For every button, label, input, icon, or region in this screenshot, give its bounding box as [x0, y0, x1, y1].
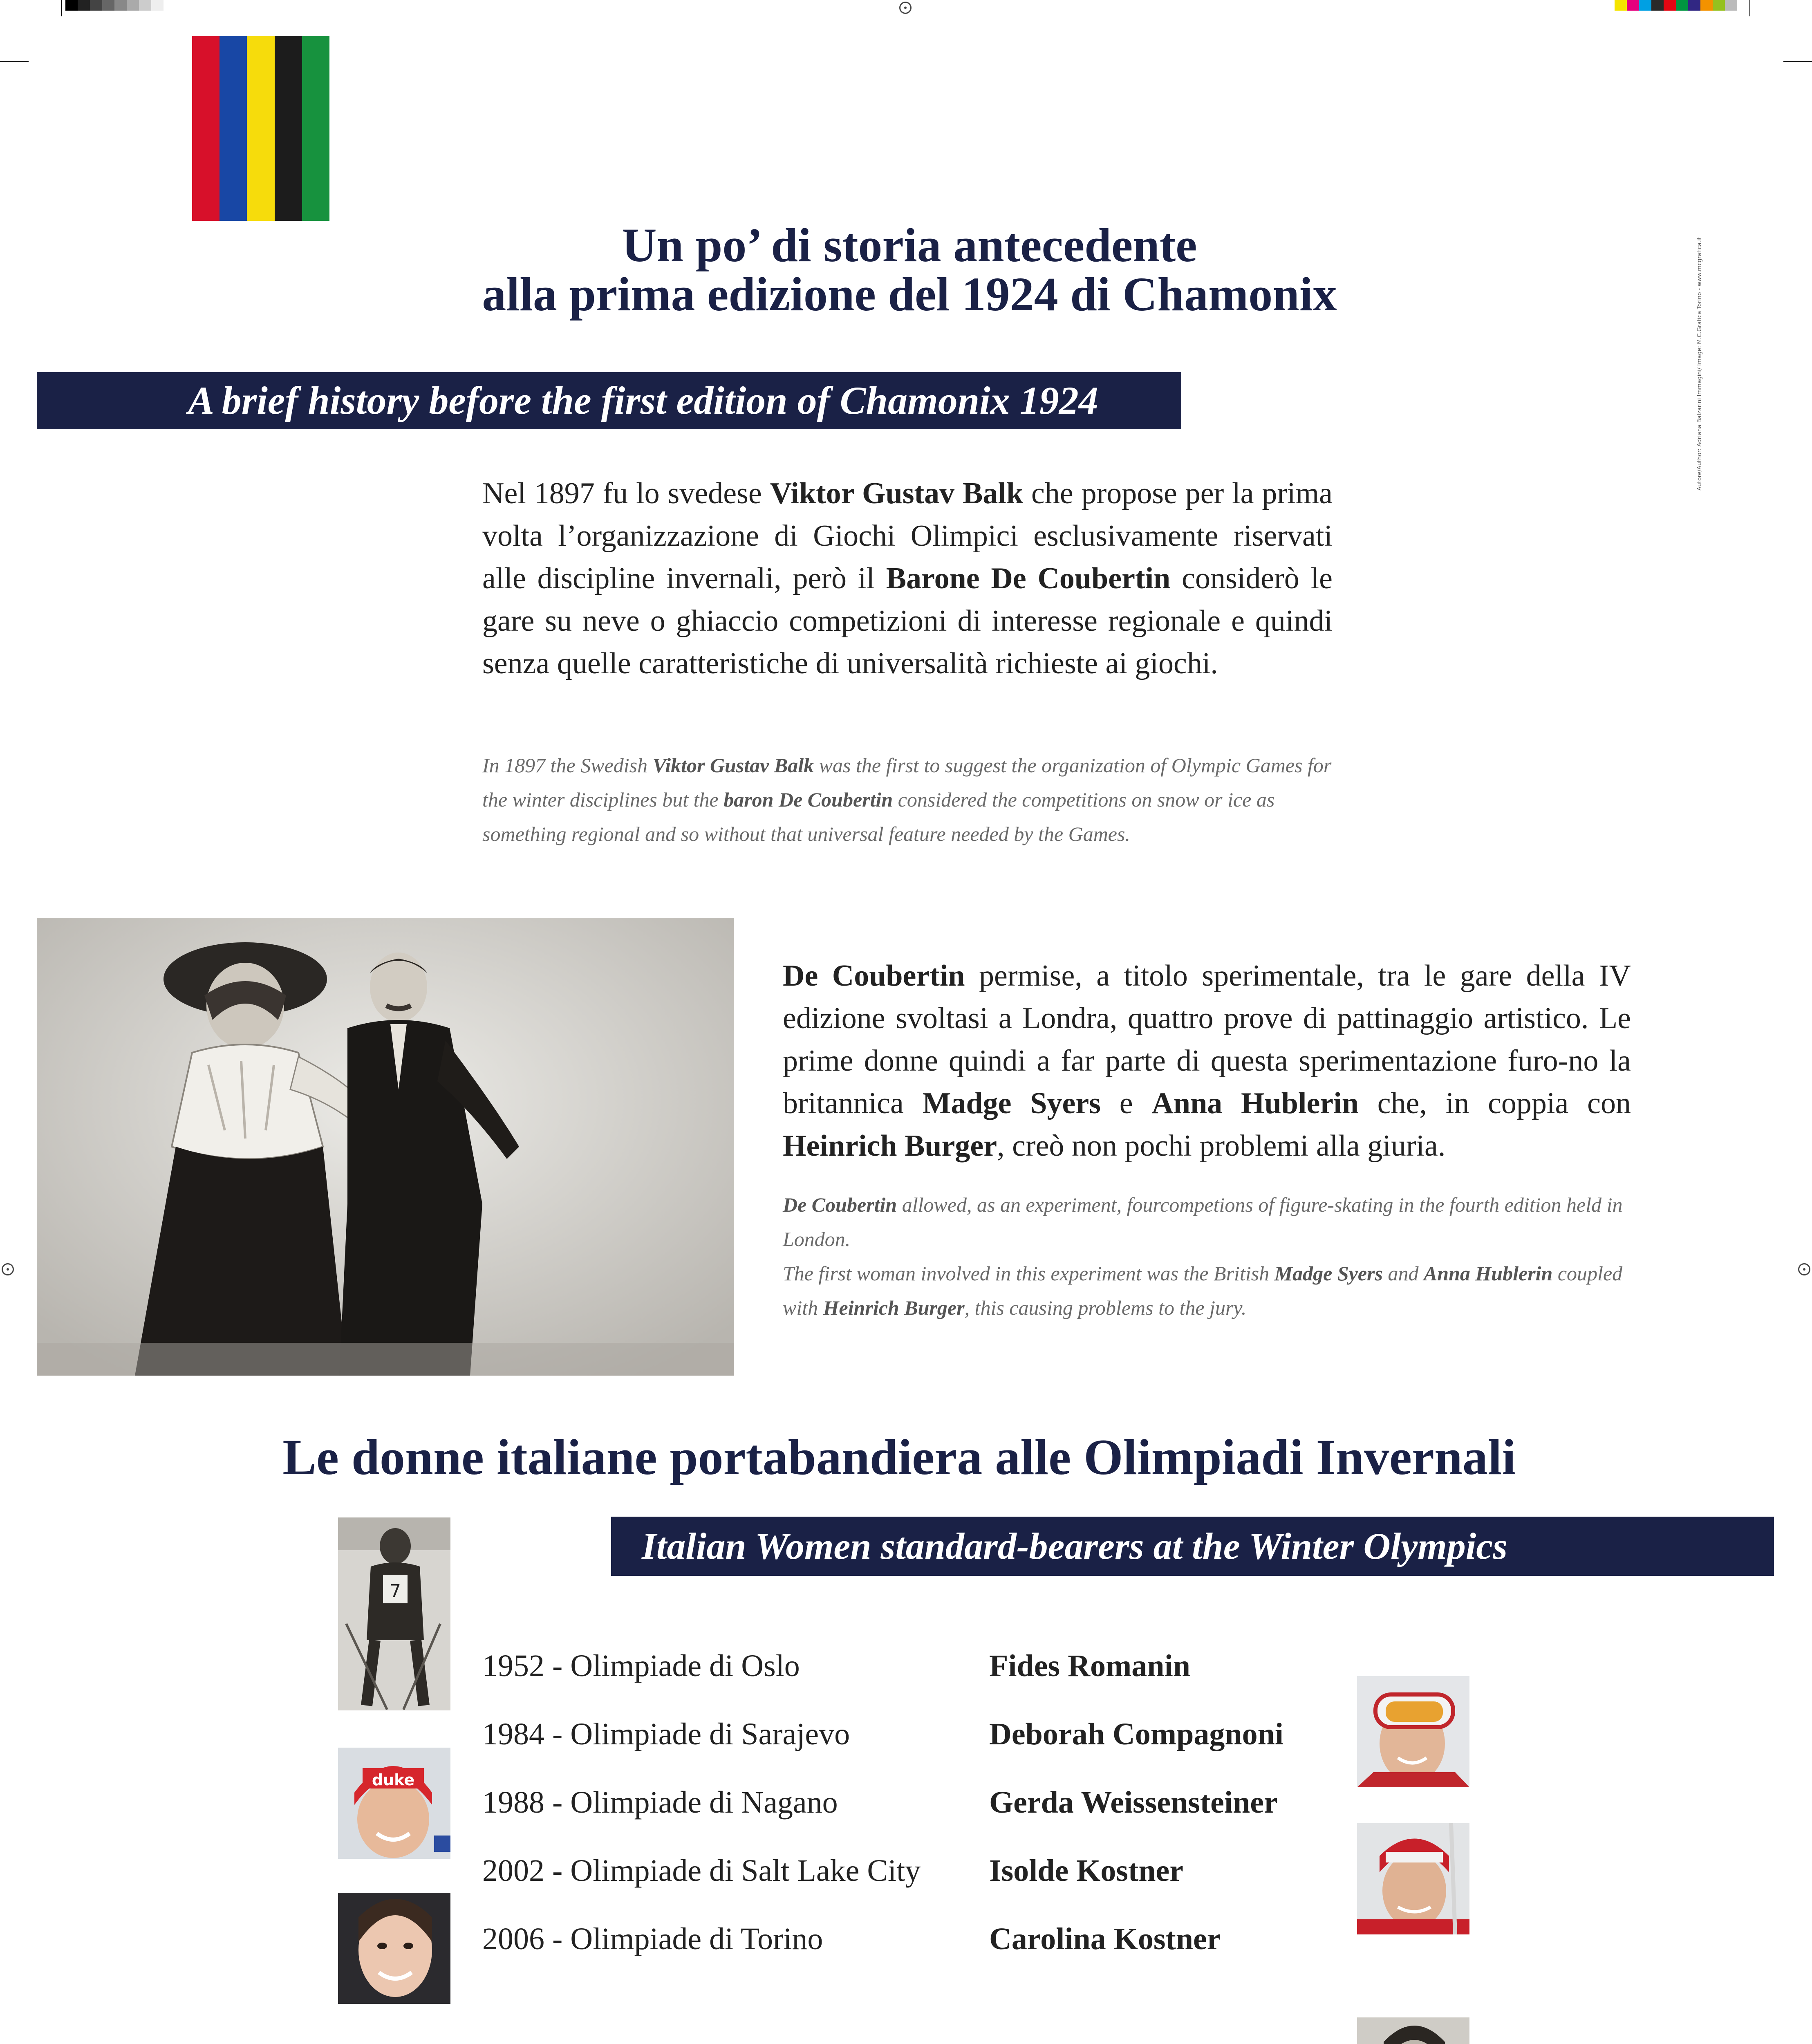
row-name-1988: Gerda Weissensteiner [989, 1785, 1278, 1820]
coubertin-paragraph-en: De Coubertin allowed, as an experiment, fourcompetions of figure-skating in the fourth edition held in London. The first woman involved in this experiment was the British Madge Syers and Anna Hublerin coupled with Heinrich Burger, this causing problems to the jury. [783, 1193, 1623, 1319]
registration-mark-top [899, 2, 912, 14]
page-title-line-2: alla prima edizione del 1924 di Chamonix [482, 267, 1337, 321]
history-paragraph-en: In 1897 the Swedish Viktor Gustav Balk was the first to suggest the organization of Olympic Games for the winter disciplines but the baron De Coubertin considered the competitions on snow or ice as something regional and so without that universal feature needed by the Games. [482, 754, 1332, 845]
photo-gerda-weissensteiner [1357, 1676, 1469, 1787]
row-event-1984: 1984 - Olimpiade di Sarajevo [482, 1717, 850, 1751]
registration-mark-left [2, 1263, 14, 1275]
row-event-2002: 2002 - Olimpiade di Salt Lake City [482, 1853, 921, 1888]
photo-carolina-kostner [338, 1893, 450, 2004]
row-name-1984: Deborah Compagnoni [989, 1717, 1283, 1751]
row-event-2006: 2006 - Olimpiade di Torino [482, 1922, 823, 1956]
photo-fides-romanin [338, 1517, 450, 1710]
subtitle-band-en: A brief history before the first edition of Chamonix 1924 [37, 372, 1181, 429]
crop-mark [0, 61, 29, 62]
color-calibration-strip [1615, 0, 1737, 11]
row-event-1988: 1988 - Olimpiade di Nagano [482, 1785, 838, 1820]
crop-mark [61, 0, 62, 16]
cap-text: duke [372, 1771, 415, 1789]
coubertin-paragraph-it: De Coubertin permise, a titolo sperimentale, tra le gare della IV edizione svoltasi a Londra, quattro prove di pattinaggio artistico. Le prime donne quindi a far parte di questa sperimentazione furo-no la britannica Madge Syers e Anna Hublerin che, in coppia con Heinrich Burger, creò non pochi problemi alla giuria. [783, 959, 1631, 1163]
photo-isolde-kostner [1357, 1823, 1469, 1934]
crop-mark [1749, 0, 1750, 16]
image-credits: Autore/Author: Adriana Balzarini Immagini/ Image: M.C.Grafica Torino - www.mcgrafica.it [1696, 237, 1703, 491]
skaters-photo-illustration [37, 918, 734, 1376]
page-title-line-1: Un po’ di storia antecedente [622, 218, 1197, 272]
crop-mark [1783, 61, 1812, 62]
standard-bearers-subtitle-band: Italian Women standard-bearers at the Winter Olympics [611, 1517, 1774, 1576]
vintage-skaters-photo [37, 918, 734, 1376]
photo-deborah-compagnoni [338, 1748, 450, 1859]
row-name-2002: Isolde Kostner [989, 1853, 1183, 1888]
registration-mark-right [1798, 1263, 1810, 1275]
gray-calibration-strip [65, 0, 164, 11]
page-title [245, 218, 1574, 321]
row-name-1952: Fides Romanin [989, 1649, 1190, 1683]
photo-giuliana-minuzzo [1357, 2017, 1469, 2044]
standard-bearers-title: Le donne italiane portabandiera alle Olimpiadi Invernali [282, 1429, 1516, 1485]
olympic-color-stripes [192, 36, 329, 221]
row-event-1952: 1952 - Olimpiade di Oslo [482, 1649, 800, 1683]
bib-number-oslo: 7 [390, 1581, 401, 1602]
history-paragraph-it: Nel 1897 fu lo svedese Viktor Gustav Balk che propose per la prima volta l’organizzazione di Giochi Olimpici esclusivamente riservati alle discipline invernali, però il Barone De Coubertin considerò le gare su neve o ghiaccio competizioni di interesse regionale e quindi senza quelle caratteristiche di universalità richieste ai giochi. [482, 477, 1333, 680]
row-name-2006: Carolina Kostner [989, 1922, 1221, 1956]
